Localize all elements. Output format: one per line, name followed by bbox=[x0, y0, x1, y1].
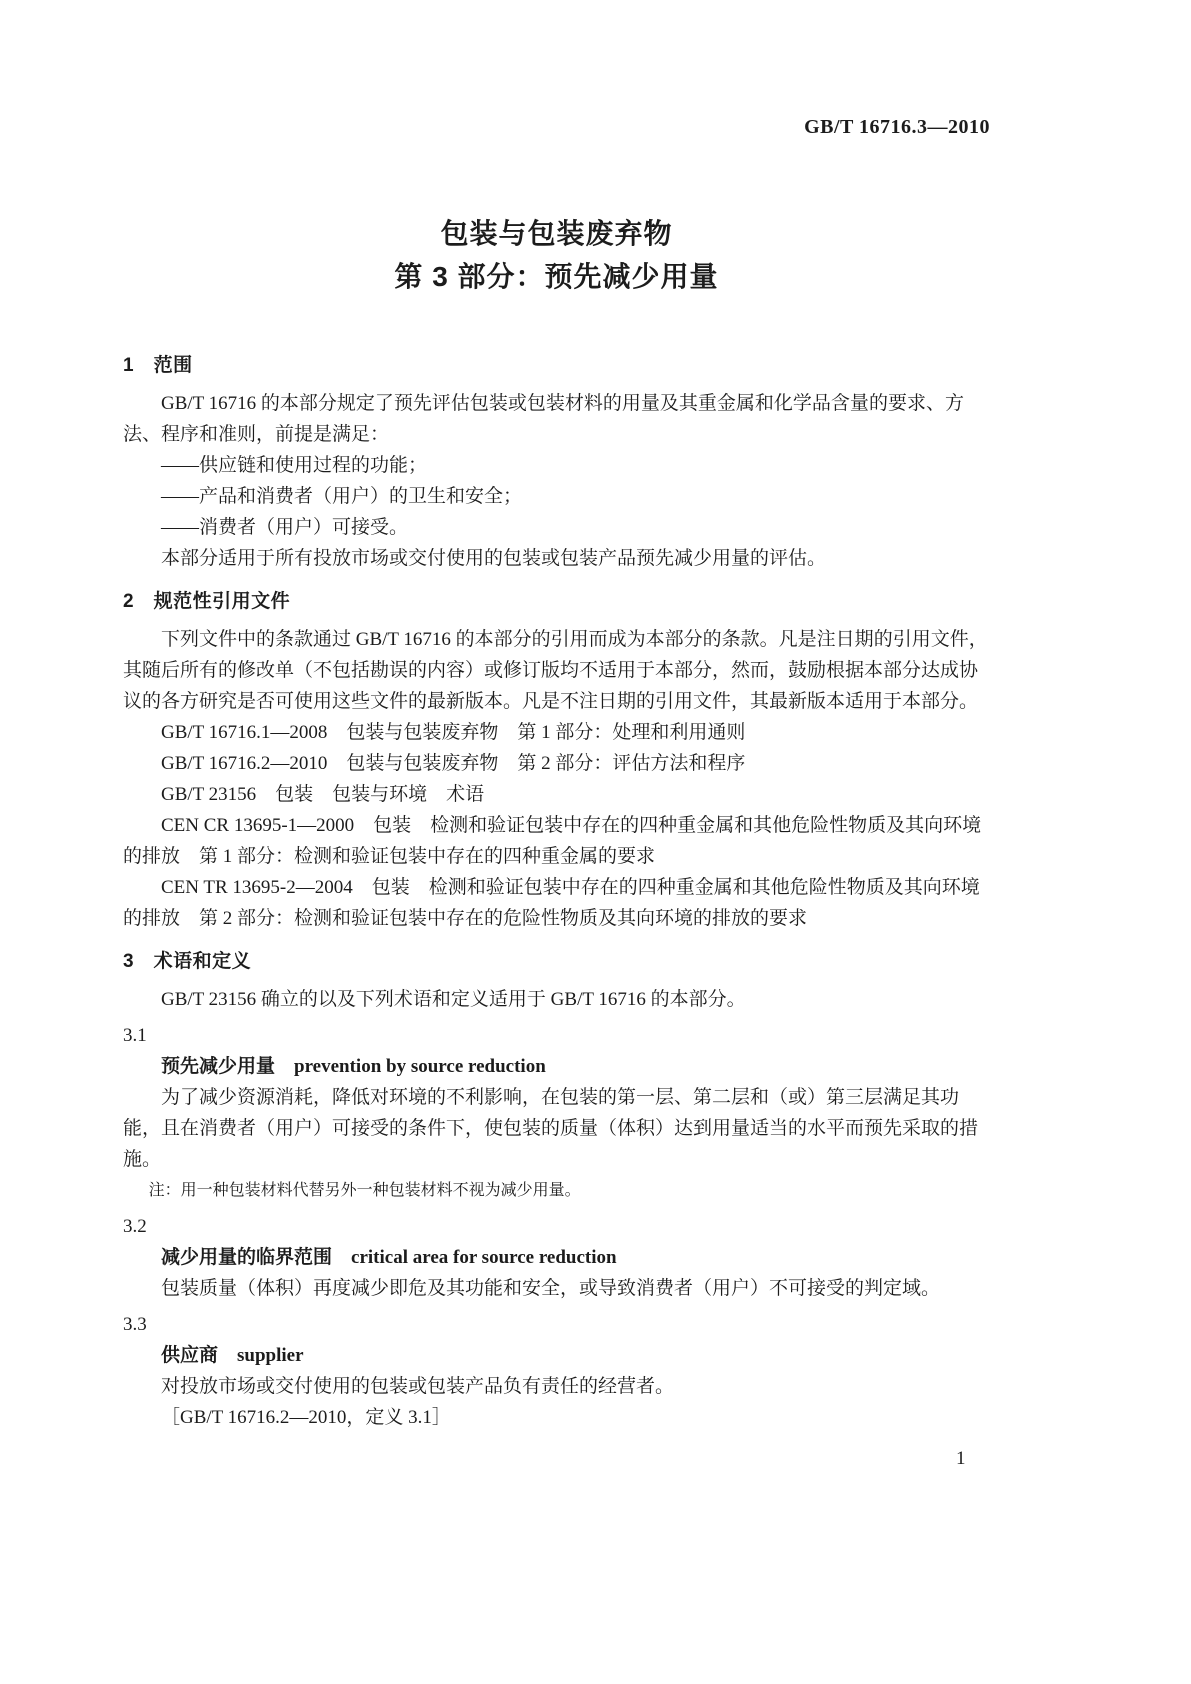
paragraph: GB/T 23156 确立的以及下列术语和定义适用于 GB/T 16716 的本部分。 bbox=[161, 989, 746, 1010]
reference-item: GB/T 16716.1—2008 包装与包装废弃物 第 1 部分：处理和利用通则 bbox=[161, 722, 746, 743]
reference-item: CEN CR 13695-1—2000 包装 检测和验证包装中存在的四种重金属和其他危险性物质及其向环境的排放 第 1 部分：检测和验证包装中存在的四种重金属的要求 bbox=[123, 815, 982, 867]
paragraph: 为了减少资源消耗，降低对环境的不利影响，在包装的第一层、第二层和（或）第三层满足其功能，且在消费者（用户）可接受的条件下，使包装的质量（体积）达到用量适当的水平而预先采取的措施。 bbox=[123, 1087, 979, 1170]
document-body bbox=[123, 350, 993, 1433]
term-line bbox=[123, 1340, 993, 1371]
term-line bbox=[123, 1242, 993, 1273]
term-line bbox=[123, 1051, 993, 1082]
doc-title bbox=[123, 212, 990, 298]
page-number: 1 bbox=[956, 1448, 966, 1469]
paragraph: 包装质量（体积）再度减少即危及其功能和安全，或导致消费者（用户）不可接受的判定域。 bbox=[161, 1278, 941, 1299]
doc-number: GB/T 16716.3—2010 bbox=[804, 116, 990, 138]
doc-title-line2: 第 3 部分：预先减少用量 bbox=[394, 261, 719, 292]
paragraph: ［GB/T 16716.2—2010，定义 3.1］ bbox=[161, 1407, 451, 1428]
dash-list-item: ——供应链和使用过程的功能； bbox=[161, 455, 428, 476]
paragraph: 本部分适用于所有投放市场或交付使用的包装或包装产品预先减少用量的评估。 bbox=[161, 548, 827, 569]
term-en: prevention by source reduction bbox=[294, 1056, 546, 1077]
paragraph: GB/T 16716 的本部分规定了预先评估包装或包装材料的用量及其重金属和化学品含量的要求、方法、程序和准则，前提是满足： bbox=[123, 393, 964, 445]
section-heading: 2 规范性引用文件 bbox=[123, 591, 291, 612]
note: 注：用一种包装材料代替另外一种包装材料不视为减少用量。 bbox=[148, 1182, 581, 1199]
dash-list-item: ——产品和消费者（用户）的卫生和安全； bbox=[161, 486, 523, 507]
clause-number: 3.3 bbox=[123, 1314, 147, 1335]
term-en: critical area for source reduction bbox=[351, 1247, 617, 1268]
term-zh: 减少用量的临界范围 bbox=[161, 1247, 333, 1268]
reference-item: CEN TR 13695-2—2004 包装 检测和验证包装中存在的四种重金属和其他危险性物质及其向环境的排放 第 2 部分：检测和验证包装中存在的危险性物质及其向环境的排放的要求 bbox=[123, 877, 980, 929]
section-heading: 1 范围 bbox=[123, 355, 193, 376]
term-en: supplier bbox=[237, 1345, 304, 1366]
paragraph: 对投放市场或交付使用的包装或包装产品负有责任的经营者。 bbox=[161, 1376, 675, 1397]
reference-item: GB/T 23156 包装 包装与环境 术语 bbox=[161, 784, 485, 805]
dash-list-item: ——消费者（用户）可接受。 bbox=[161, 517, 409, 538]
term-zh: 预先减少用量 bbox=[161, 1056, 276, 1077]
doc-title-line1: 包装与包装废弃物 bbox=[440, 218, 673, 249]
term-zh: 供应商 bbox=[161, 1345, 219, 1366]
section-heading: 3 术语和定义 bbox=[123, 951, 252, 972]
reference-item: GB/T 16716.2—2010 包装与包装废弃物 第 2 部分：评估方法和程序 bbox=[161, 753, 746, 774]
paragraph: 下列文件中的条款通过 GB/T 16716 的本部分的引用而成为本部分的条款。凡是注日期的引用文件，其随后所有的修改单（不包括勘误的内容）或修订版均不适用于本部分，然而，鼓励根据本部分达成协议的各方研究是否可使用这些文件的最新版本。凡是不注日期的引用文件，其最新版本适用于本部分。 bbox=[123, 629, 988, 712]
clause-number: 3.2 bbox=[123, 1216, 147, 1237]
clause-number: 3.1 bbox=[123, 1025, 147, 1046]
